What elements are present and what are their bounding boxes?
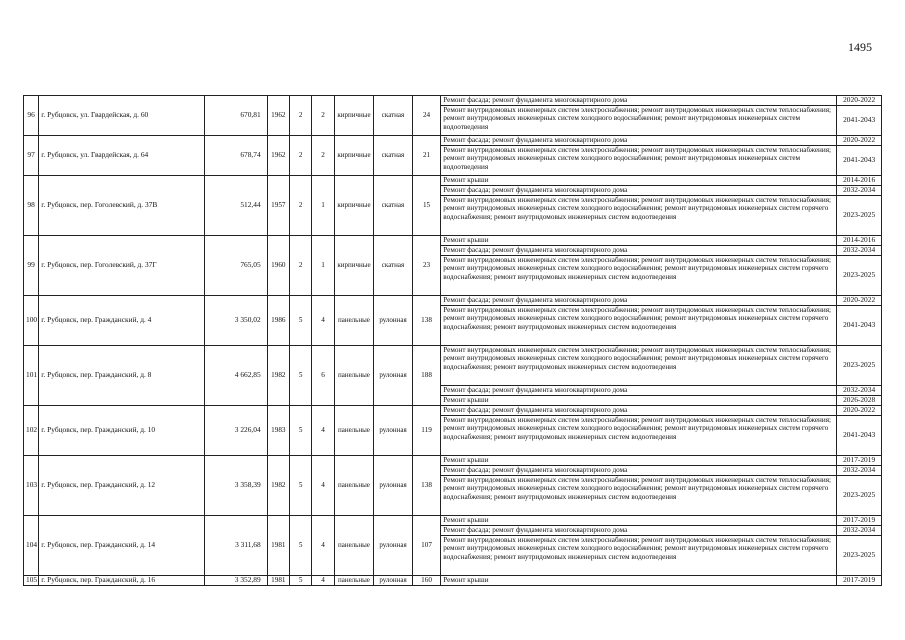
wall-material-cell: кирпичные: [334, 136, 374, 176]
floors-cell: 2: [290, 236, 312, 296]
work-period-cell: 2041-2043: [837, 146, 882, 176]
row-number: 101: [24, 346, 39, 406]
residents-cell: 188: [412, 346, 440, 406]
address-cell: г. Рубцовск, пер. Гражданский, д. 4: [39, 296, 205, 346]
work-type-cell: Ремонт внутридомовых инженерных систем электроснабжения; ремонт внутридомовых инженерных систем теплоснабжения; ремонт внутридомовых инженерных систем холодного водоснабжения; ремонт внутридомовых инженерных систем горячего водоснабжения; ремонт внутридомовых инженерных систем водоотведения: [441, 196, 837, 236]
wall-material-cell: кирпичные: [334, 176, 374, 236]
roof-type-cell: рулонная: [374, 406, 413, 456]
entrances-cell: 4: [312, 456, 334, 516]
work-type-cell: Ремонт крыши: [441, 456, 837, 466]
work-type-cell: Ремонт крыши: [441, 576, 837, 586]
address-cell: г. Рубцовск, пер. Гражданский, д. 10: [39, 406, 205, 456]
area-cell: 512,44: [204, 176, 267, 236]
residents-cell: 21: [412, 136, 440, 176]
work-period-cell: 2020-2022: [837, 136, 882, 146]
work-period-cell: 2041-2043: [837, 306, 882, 346]
row-number: 105: [24, 576, 39, 586]
wall-material-cell: кирпичные: [334, 236, 374, 296]
address-cell: г. Рубцовск, пер. Гоголевский, д. 37В: [39, 176, 205, 236]
row-number: 102: [24, 406, 39, 456]
floors-cell: 2: [290, 136, 312, 176]
residents-cell: 160: [412, 576, 440, 586]
work-type-cell: Ремонт крыши: [441, 516, 837, 526]
work-type-cell: Ремонт фасада; ремонт фундамента многоквартирного дома: [441, 96, 837, 106]
residents-cell: 15: [412, 176, 440, 236]
work-type-cell: Ремонт фасада; ремонт фундамента многоквартирного дома: [441, 466, 837, 476]
work-period-cell: 2032-2034: [837, 526, 882, 536]
work-period-cell: 2023-2025: [837, 536, 882, 576]
wall-material-cell: кирпичные: [334, 96, 374, 136]
area-cell: 678,74: [204, 136, 267, 176]
year-cell: 1982: [267, 456, 289, 516]
year-cell: 1986: [267, 296, 289, 346]
work-type-cell: Ремонт внутридомовых инженерных систем электроснабжения; ремонт внутридомовых инженерных систем теплоснабжения; ремонт внутридомовых инженерных систем холодного водоснабжения; ремонт внутридомовых инженерных систем горячего водоснабжения; ремонт внутридомовых инженерных систем водоотведения: [441, 306, 837, 346]
entrances-cell: 1: [312, 176, 334, 236]
table-row: [24, 236, 882, 246]
work-period-cell: 2041-2043: [837, 106, 882, 136]
work-type-cell: Ремонт внутридомовых инженерных систем электроснабжения; ремонт внутридомовых инженерных систем теплоснабжения; ремонт внутридомовых инженерных систем холодного водоснабжения; ремонт внутридомовых инженерных систем водоотведения: [441, 146, 837, 176]
work-type-cell: Ремонт крыши: [441, 396, 837, 406]
work-period-cell: 2023-2025: [837, 256, 882, 296]
year-cell: 1983: [267, 406, 289, 456]
residents-cell: 23: [412, 236, 440, 296]
residents-cell: 138: [412, 456, 440, 516]
residents-cell: 107: [412, 516, 440, 576]
area-cell: 3 311,68: [204, 516, 267, 576]
floors-cell: 5: [290, 576, 312, 586]
work-period-cell: 2014-2016: [837, 236, 882, 246]
floors-cell: 2: [290, 96, 312, 136]
work-period-cell: 2014-2016: [837, 176, 882, 186]
area-cell: 765,05: [204, 236, 267, 296]
page-number: 1495: [848, 40, 872, 54]
work-period-cell: 2020-2022: [837, 406, 882, 416]
entrances-cell: 1: [312, 236, 334, 296]
work-period-cell: 2032-2034: [837, 246, 882, 256]
work-period-cell: 2032-2034: [837, 186, 882, 196]
work-type-cell: Ремонт внутридомовых инженерных систем электроснабжения; ремонт внутридомовых инженерных систем теплоснабжения; ремонт внутридомовых инженерных систем холодного водоснабжения; ремонт внутридомовых инженерных систем горячего водоснабжения; ремонт внутридомовых инженерных систем водоотведения: [441, 476, 837, 516]
work-type-cell: Ремонт фасада; ремонт фундамента многоквартирного дома: [441, 406, 837, 416]
year-cell: 1981: [267, 576, 289, 586]
row-number: 96: [24, 96, 39, 136]
table-row: [24, 96, 882, 106]
entrances-cell: 4: [312, 406, 334, 456]
wall-material-cell: панельные: [334, 296, 374, 346]
roof-type-cell: рулонная: [374, 346, 413, 406]
work-type-cell: Ремонт фасада; ремонт фундамента многоквартирного дома: [441, 186, 837, 196]
address-cell: г. Рубцовск, пер. Гражданский, д. 8: [39, 346, 205, 406]
roof-type-cell: скатная: [374, 176, 413, 236]
entrances-cell: 2: [312, 96, 334, 136]
wall-material-cell: панельные: [334, 576, 374, 586]
row-number: 99: [24, 236, 39, 296]
floors-cell: 5: [290, 406, 312, 456]
work-type-cell: Ремонт фасада; ремонт фундамента многоквартирного дома: [441, 136, 837, 146]
floors-cell: 5: [290, 346, 312, 406]
year-cell: 1962: [267, 96, 289, 136]
table-row: [24, 576, 882, 586]
floors-cell: 5: [290, 516, 312, 576]
work-period-cell: 2023-2025: [837, 196, 882, 236]
work-type-cell: Ремонт внутридомовых инженерных систем электроснабжения; ремонт внутридомовых инженерных систем теплоснабжения; ремонт внутридомовых инженерных систем холодного водоснабжения; ремонт внутридомовых инженерных систем водоотведения: [441, 106, 837, 136]
address-cell: г. Рубцовск, пер. Гражданский, д. 14: [39, 516, 205, 576]
roof-type-cell: рулонная: [374, 456, 413, 516]
table-row: [24, 406, 882, 416]
roof-type-cell: рулонная: [374, 576, 413, 586]
table-row: [24, 456, 882, 466]
roof-type-cell: скатная: [374, 96, 413, 136]
year-cell: 1962: [267, 136, 289, 176]
table-row: [24, 136, 882, 146]
work-type-cell: Ремонт фасада; ремонт фундамента многоквартирного дома: [441, 296, 837, 306]
address-cell: г. Рубцовск, пер. Гражданский, д. 16: [39, 576, 205, 586]
wall-material-cell: панельные: [334, 346, 374, 406]
table-row: [24, 346, 882, 386]
table-row: [24, 176, 882, 186]
work-type-cell: Ремонт фасада; ремонт фундамента многоквартирного дома: [441, 526, 837, 536]
work-type-cell: Ремонт фасада; ремонт фундамента многоквартирного дома: [441, 386, 837, 396]
address-cell: г. Рубцовск, ул. Гвардейская, д. 60: [39, 96, 205, 136]
area-cell: 3 350,02: [204, 296, 267, 346]
entrances-cell: 2: [312, 136, 334, 176]
residents-cell: 138: [412, 296, 440, 346]
work-type-cell: Ремонт внутридомовых инженерных систем электроснабжения; ремонт внутридомовых инженерных систем теплоснабжения; ремонт внутридомовых инженерных систем холодного водоснабжения; ремонт внутридомовых инженерных систем горячего водоснабжения; ремонт внутридомовых инженерных систем водоотведения: [441, 536, 837, 576]
work-period-cell: 2020-2022: [837, 96, 882, 106]
row-number: 104: [24, 516, 39, 576]
table-row: [24, 516, 882, 526]
row-number: 98: [24, 176, 39, 236]
work-type-cell: Ремонт внутридомовых инженерных систем электроснабжения; ремонт внутридомовых инженерных систем теплоснабжения; ремонт внутридомовых инженерных систем холодного водоснабжения; ремонт внутридомовых инженерных систем горячего водоснабжения; ремонт внутридомовых инженерных систем водоотведения: [441, 346, 837, 386]
work-period-cell: 2017-2019: [837, 516, 882, 526]
work-period-cell: 2023-2025: [837, 346, 882, 386]
address-cell: г. Рубцовск, пер. Гражданский, д. 12: [39, 456, 205, 516]
year-cell: 1982: [267, 346, 289, 406]
wall-material-cell: панельные: [334, 456, 374, 516]
roof-type-cell: рулонная: [374, 516, 413, 576]
work-type-cell: Ремонт фасада; ремонт фундамента многоквартирного дома: [441, 246, 837, 256]
wall-material-cell: панельные: [334, 406, 374, 456]
entrances-cell: 6: [312, 346, 334, 406]
work-period-cell: 2032-2034: [837, 466, 882, 476]
address-cell: г. Рубцовск, ул. Гвардейская, д. 64: [39, 136, 205, 176]
work-type-cell: Ремонт внутридомовых инженерных систем электроснабжения; ремонт внутридомовых инженерных систем теплоснабжения; ремонт внутридомовых инженерных систем холодного водоснабжения; ремонт внутридомовых инженерных систем горячего водоснабжения; ремонт внутридомовых инженерных систем водоотведения: [441, 256, 837, 296]
residents-cell: 24: [412, 96, 440, 136]
year-cell: 1957: [267, 176, 289, 236]
floors-cell: 5: [290, 296, 312, 346]
area-cell: 670,81: [204, 96, 267, 136]
entrances-cell: 4: [312, 576, 334, 586]
roof-type-cell: рулонная: [374, 296, 413, 346]
work-period-cell: 2041-2043: [837, 416, 882, 456]
work-period-cell: 2020-2022: [837, 296, 882, 306]
floors-cell: 2: [290, 176, 312, 236]
work-period-cell: 2017-2019: [837, 456, 882, 466]
work-type-cell: Ремонт крыши: [441, 176, 837, 186]
work-period-cell: 2017-2019: [837, 576, 882, 586]
work-period-cell: 2032-2034: [837, 386, 882, 396]
address-cell: г. Рубцовск, пер. Гоголевский, д. 37Г: [39, 236, 205, 296]
table-row: [24, 296, 882, 306]
housing-repair-table: [23, 95, 882, 586]
floors-cell: 5: [290, 456, 312, 516]
row-number: 100: [24, 296, 39, 346]
area-cell: 3 352,89: [204, 576, 267, 586]
work-period-cell: 2023-2025: [837, 476, 882, 516]
entrances-cell: 4: [312, 296, 334, 346]
entrances-cell: 4: [312, 516, 334, 576]
work-type-cell: Ремонт внутридомовых инженерных систем электроснабжения; ремонт внутридомовых инженерных систем теплоснабжения; ремонт внутридомовых инженерных систем холодного водоснабжения; ремонт внутридомовых инженерных систем горячего водоснабжения; ремонт внутридомовых инженерных систем водоотведения: [441, 416, 837, 456]
area-cell: 3 226,04: [204, 406, 267, 456]
wall-material-cell: панельные: [334, 516, 374, 576]
roof-type-cell: скатная: [374, 136, 413, 176]
work-type-cell: Ремонт крыши: [441, 236, 837, 246]
area-cell: 3 358,39: [204, 456, 267, 516]
area-cell: 4 662,85: [204, 346, 267, 406]
work-period-cell: 2026-2028: [837, 396, 882, 406]
year-cell: 1981: [267, 516, 289, 576]
roof-type-cell: скатная: [374, 236, 413, 296]
row-number: 103: [24, 456, 39, 516]
year-cell: 1960: [267, 236, 289, 296]
row-number: 97: [24, 136, 39, 176]
residents-cell: 119: [412, 406, 440, 456]
